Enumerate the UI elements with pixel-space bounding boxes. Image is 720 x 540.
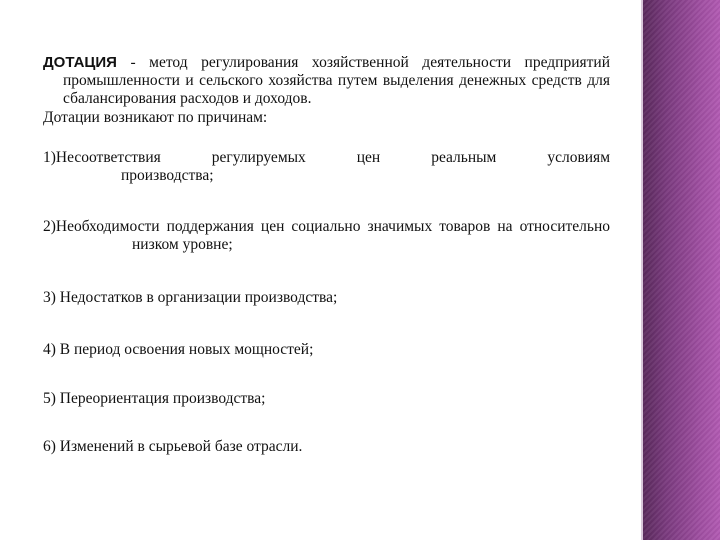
reason-item-6: 6) Изменений в сырьевой базе отрасли.	[43, 438, 303, 455]
decorative-side-panel	[643, 0, 720, 540]
reason-item-4: 4) В период освоения новых мощностей;	[43, 341, 314, 358]
reason-item-1-continuation: производства;	[121, 167, 214, 184]
reason-item-1-first-line: 1)Несоответствия регулируемых цен реальным условиям	[43, 149, 610, 166]
reason-item-1	[43, 149, 610, 185]
reason-item-3: 3) Недостатков в организации производства;	[43, 289, 338, 306]
definition-term: ДОТАЦИЯ	[43, 54, 117, 71]
slide-body	[43, 54, 610, 456]
reasons-intro: Дотации возникают по причинам:	[43, 109, 268, 126]
definition-paragraph	[43, 54, 610, 108]
reason-item-5: 5) Переориентация производства;	[43, 390, 266, 407]
reason-item-2: 2)Необходимости поддержания цен социально значимых товаров на относительно низком уровне;	[43, 218, 610, 253]
definition-text: - метод регулирования хозяйственной деятельности предприятий промышленности и сельского хозяйства путем выделения денежных средств для сбалансирования расходов и доходов.	[63, 54, 610, 107]
